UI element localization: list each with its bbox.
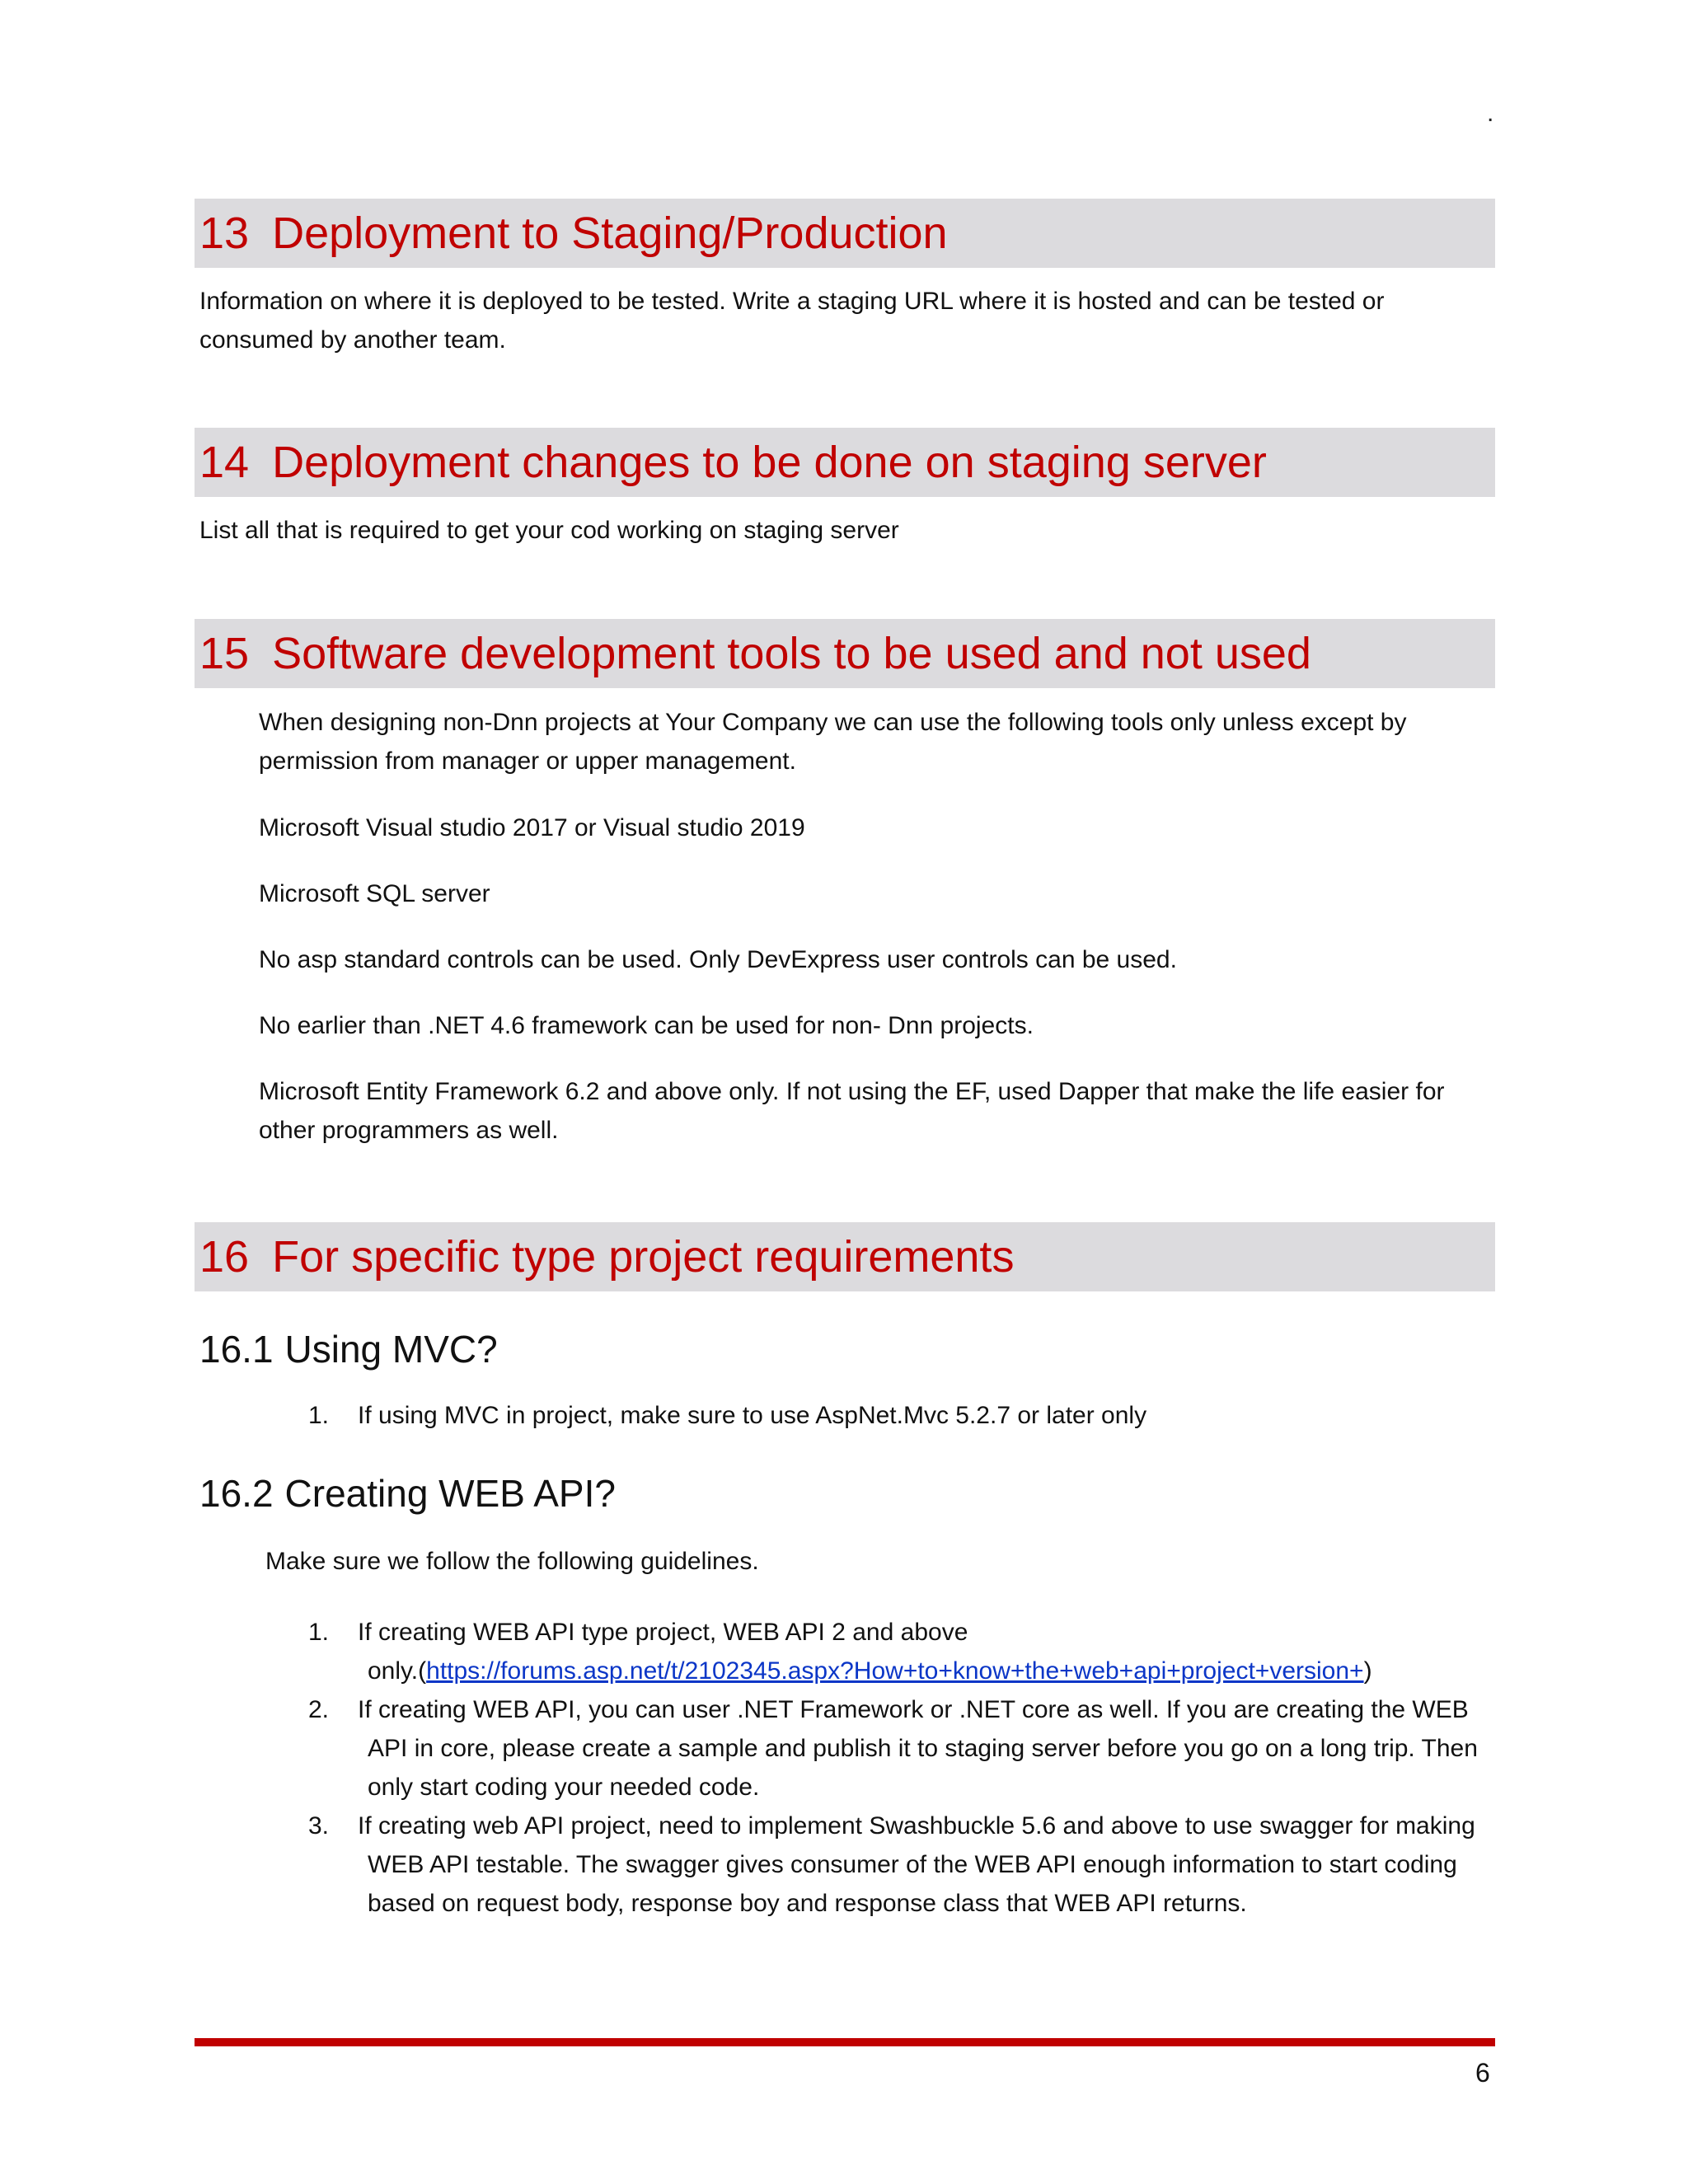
list-item-text: If using MVC in project, make sure to use AspNet.Mvc 5.2.7 or later only <box>358 1402 1147 1429</box>
section-13-header <box>195 199 1495 268</box>
web-api-intro: Make sure we follow the following guidelines. <box>265 1548 759 1575</box>
section-15-paragraph-1 <box>259 703 1407 780</box>
list-item <box>308 1613 1495 1690</box>
paragraph-line: permission from manager or upper management. <box>259 748 796 775</box>
footer-rule <box>195 2038 1495 2046</box>
section-number: 14 <box>199 438 250 487</box>
list-item-line: If creating WEB API type project, WEB API 2 and above <box>358 1619 968 1646</box>
subsection-number: 16.2 <box>199 1472 274 1515</box>
subsection-16-2-title <box>199 1469 616 1518</box>
section-title-text: For specific type project requirements <box>272 1232 1015 1282</box>
subsection-title-text: Creating WEB API? <box>284 1472 616 1515</box>
section-15-paragraph-2: Microsoft Visual studio 2017 or Visual studio 2019 <box>259 814 805 841</box>
list-item <box>308 1807 1495 1923</box>
section-15-header <box>195 619 1495 688</box>
link-prefix: only.( <box>368 1657 427 1685</box>
paragraph-line: other programmers as well. <box>259 1117 559 1144</box>
section-title-text: Deployment changes to be done on staging server <box>272 438 1267 487</box>
section-13-title <box>199 199 948 268</box>
subsection-16-1-title <box>199 1324 498 1374</box>
link-suffix: ) <box>1363 1657 1372 1685</box>
list-marker: 1. <box>308 1619 330 1646</box>
section-15-title <box>199 619 1311 688</box>
paragraph-line: When designing non-Dnn projects at Your Company we can use the following tools only unless except by <box>259 709 1407 736</box>
list-item-line: If creating WEB API, you can user .NET Framework or .NET core as well. If you are creating the WEB <box>358 1696 1469 1723</box>
section-14-paragraph: List all that is required to get your cod working on staging server <box>199 517 899 544</box>
paragraph-line: Information on where it is deployed to be tested. Write a staging URL where it is hosted and can be tested or <box>199 288 1385 315</box>
list-item-line: based on request body, response boy and response class that WEB API returns. <box>368 1890 1247 1917</box>
section-15-paragraph-4: No asp standard controls can be used. Only DevExpress user controls can be used. <box>259 946 1177 973</box>
section-title-text: Deployment to Staging/Production <box>272 209 948 258</box>
section-15-paragraph-5: No earlier than .NET 4.6 framework can be used for non- Dnn projects. <box>259 1012 1034 1039</box>
list-item-line <box>368 1657 1372 1685</box>
page-number: 6 <box>1475 2058 1490 2088</box>
list-item <box>308 1396 1495 1435</box>
list-marker: 3. <box>308 1812 330 1840</box>
list-item-line: API in core, please create a sample and publish it to staging server before you go on a long trip. Then <box>368 1735 1478 1762</box>
list-item-content <box>358 1690 1495 1807</box>
section-14-title <box>199 428 1267 497</box>
list-item <box>308 1690 1495 1807</box>
list-marker: 1. <box>308 1402 330 1429</box>
section-number: 15 <box>199 629 250 678</box>
list-item-content <box>358 1807 1495 1923</box>
section-14-header <box>195 428 1495 497</box>
section-number: 13 <box>199 209 250 258</box>
web-api-list <box>308 1613 1495 1923</box>
header-dot: . <box>1487 100 1494 127</box>
section-15-paragraph-6 <box>259 1072 1445 1150</box>
list-marker: 2. <box>308 1696 330 1723</box>
list-item-line: only start coding your needed code. <box>368 1774 760 1801</box>
mvc-list <box>308 1396 1495 1435</box>
section-13-paragraph <box>199 282 1384 359</box>
section-16-header <box>195 1222 1495 1291</box>
list-item-content <box>358 1613 1495 1690</box>
subsection-number: 16.1 <box>199 1328 274 1371</box>
paragraph-line: Microsoft Entity Framework 6.2 and above only. If not using the EF, used Dapper that make the life easier for <box>259 1078 1445 1105</box>
section-number: 16 <box>199 1232 250 1282</box>
paragraph-line: consumed by another team. <box>199 326 506 354</box>
section-title-text: Software development tools to be used and not used <box>272 629 1311 678</box>
section-16-title <box>199 1222 1014 1291</box>
subsection-title-text: Using MVC? <box>284 1328 498 1371</box>
section-15-paragraph-3: Microsoft SQL server <box>259 880 490 907</box>
list-item-line: If creating web API project, need to implement Swashbuckle 5.6 and above to use swagger for making <box>358 1812 1475 1840</box>
list-item-line: WEB API testable. The swagger gives consumer of the WEB API enough information to start coding <box>368 1851 1457 1878</box>
forum-link[interactable]: https://forums.asp.net/t/2102345.aspx?How+to+know+the+web+api+project+version+ <box>426 1657 1364 1685</box>
